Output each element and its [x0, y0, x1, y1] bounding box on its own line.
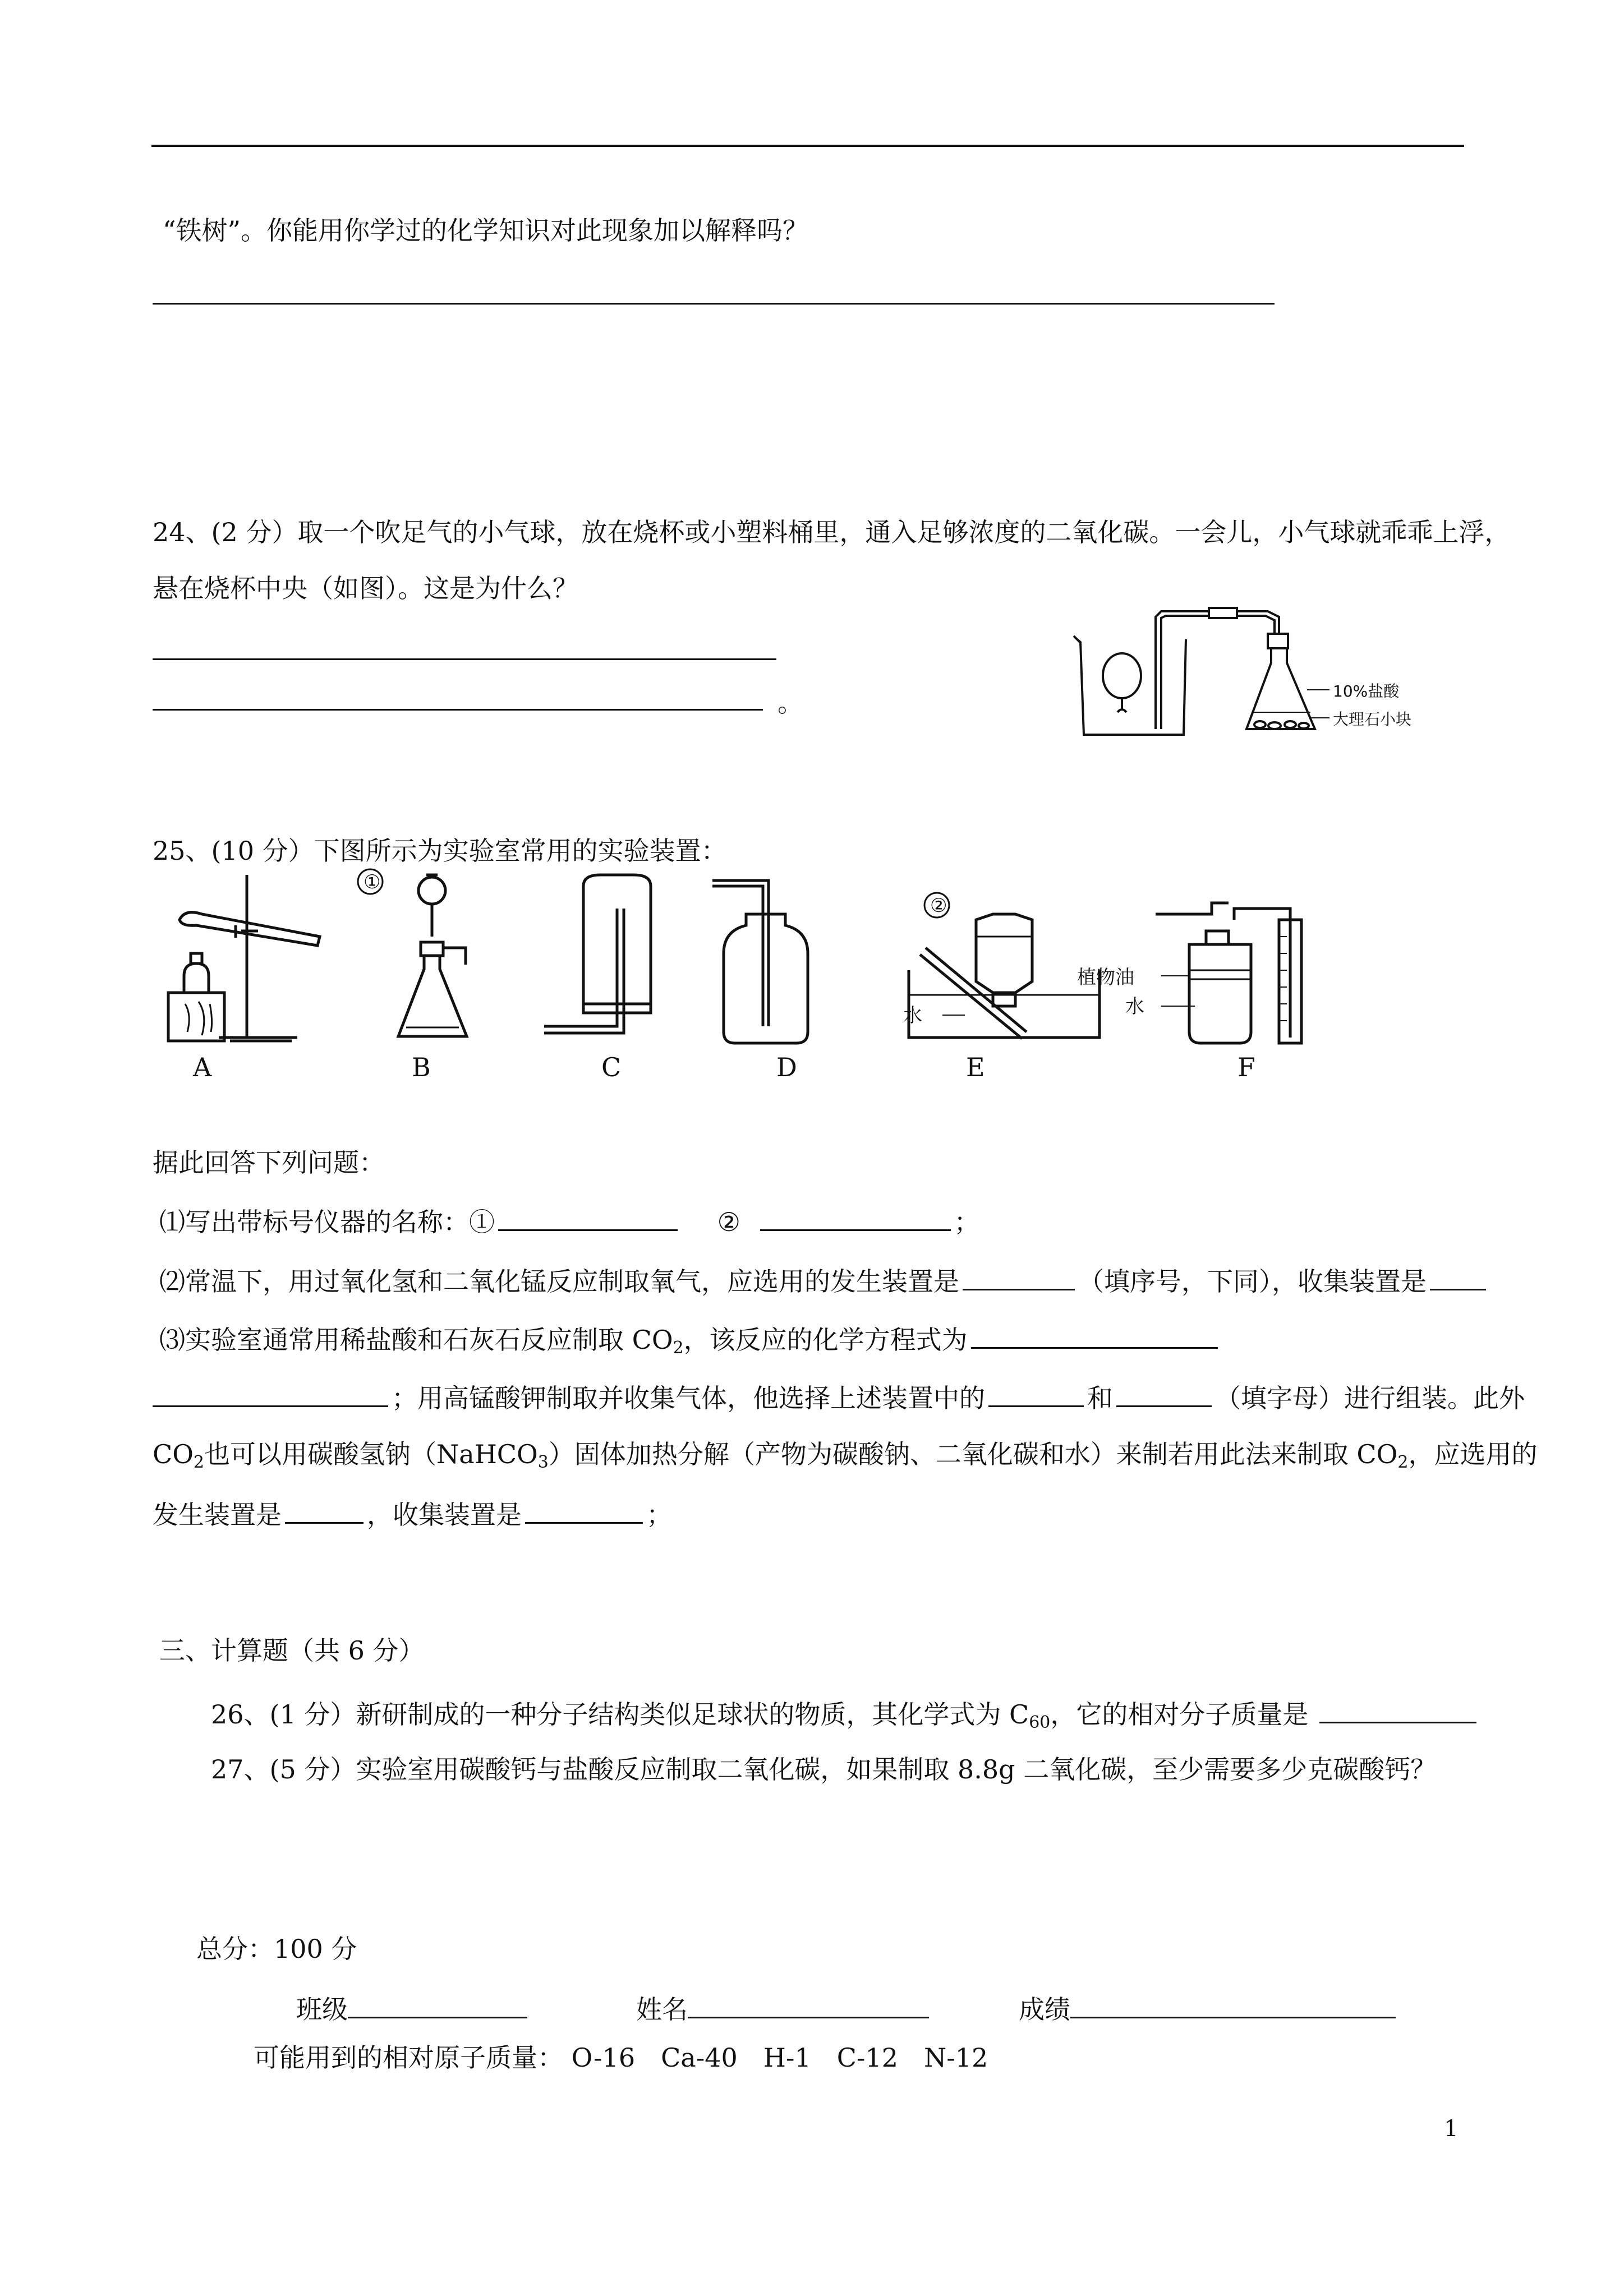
q24-answer-line-2[interactable]	[153, 709, 763, 711]
total-score: 总分：100 分	[196, 1934, 357, 1964]
q24-figure	[1066, 600, 1470, 740]
line-c-sub-3: 2	[1397, 1453, 1409, 1472]
q26	[211, 1699, 1480, 1732]
score-label: 成绩	[1019, 1994, 1070, 2025]
conical-flask	[1246, 648, 1315, 729]
page-number: 1	[1444, 2116, 1459, 2142]
flask-stopper	[1268, 634, 1288, 648]
q25-apparatus-figure	[151, 864, 1329, 1054]
sub1-blank-1[interactable]	[498, 1207, 678, 1231]
line-d-blank-1[interactable]	[285, 1500, 364, 1524]
q25-line-c	[153, 1439, 1538, 1472]
score-field	[1019, 1994, 1399, 2025]
label-b: B	[412, 1052, 431, 1082]
apparatus-a-test-tube	[180, 912, 320, 946]
sub2-blank-2[interactable]	[1430, 1266, 1486, 1290]
label-water-f: 水	[1125, 995, 1144, 1018]
label-d: D	[776, 1052, 797, 1082]
line-d-blank-2[interactable]	[525, 1500, 643, 1524]
q24-line2: 悬在烧杯中央（如图）。这是为什么？	[153, 573, 578, 603]
line-b-2: 和	[1087, 1383, 1113, 1413]
q25-sub1	[159, 1207, 980, 1235]
apparatus-b-stopper	[421, 942, 443, 956]
class-input[interactable]	[348, 1994, 527, 2018]
delivery-tube	[1156, 611, 1279, 729]
q26-text-a: 26、(1 分）新研制成的一种分子结构类似足球状的物质，其化学式为 C	[211, 1699, 1029, 1730]
apparatus-f-outlet	[1234, 909, 1290, 1038]
label-marble: 大理石小块	[1333, 710, 1412, 729]
line-d-3: ；	[646, 1500, 672, 1530]
line-c-4: ，应选用的	[1408, 1439, 1538, 1469]
line-b-1: ；用高锰酸钾制取并收集气体，他选择上述装置中的	[392, 1383, 985, 1413]
q25-prompt: 据此回答下列问题：	[153, 1147, 385, 1178]
apparatus-d-tube	[712, 880, 769, 1026]
q25-sub2	[159, 1266, 1489, 1297]
q27: 27、(5 分）实验室用碳酸钙与盐酸反应制取二氧化碳，如果制取 8.8g 二氧化碳，至少需要多少克碳酸钙？	[211, 1754, 1437, 1785]
apparatus-b-flask	[398, 956, 467, 1036]
q25-line-b	[153, 1383, 1525, 1411]
q26-blank[interactable]	[1319, 1699, 1476, 1723]
line-c-2: 也可以用碳酸氢钠（NaHCO	[204, 1439, 538, 1469]
name-input[interactable]	[688, 1994, 929, 2018]
q23-answer-line[interactable]	[153, 303, 1275, 305]
label-water-e: 水	[903, 1004, 922, 1027]
line-c-sub-1: 2	[193, 1453, 205, 1472]
score-input[interactable]	[1070, 1994, 1396, 2018]
header-rule	[151, 145, 1464, 147]
apparatus-b-funnel	[418, 877, 445, 904]
apparatus-e-trough	[909, 970, 1099, 1038]
sub3-text-b: ，该反应的化学方程式为	[683, 1325, 968, 1355]
name-label: 姓名	[636, 1994, 688, 2025]
line-d-1: 发生装置是	[153, 1500, 282, 1530]
apparatus-e-bottle	[976, 914, 1032, 993]
sub3-blank-3[interactable]	[988, 1383, 1084, 1407]
label-f: F	[1237, 1052, 1255, 1082]
label-acid: 10%盐酸	[1333, 682, 1400, 700]
sub1-end: ；	[954, 1207, 980, 1237]
class-label: 班级	[296, 1994, 348, 2025]
sub1-mid: ②	[717, 1207, 740, 1237]
apparatus-a-block	[168, 993, 224, 1041]
q25-intro: 25、(10 分）下图所示为实验室常用的实验装置：	[153, 836, 727, 866]
q24-end-mark: 。	[778, 688, 803, 718]
q24-answer-line-1[interactable]	[153, 658, 776, 660]
sub1-blank-2[interactable]	[760, 1207, 951, 1231]
sub2-blank-1[interactable]	[963, 1266, 1075, 1290]
line-d-2: ，收集装置是	[367, 1500, 522, 1530]
balloon	[1103, 653, 1141, 698]
line-c-3: ）固体加热分解（产物为碳酸钠、二氧化碳和水）来制若用此法来制取 CO	[548, 1439, 1398, 1469]
sub3-text-a: ⑶实验室通常用稀盐酸和石灰石反应制取 CO	[159, 1325, 673, 1355]
class-field	[296, 1994, 531, 2025]
line-c-1: CO	[153, 1439, 194, 1469]
label-a: A	[193, 1052, 212, 1082]
sub3-blank-4[interactable]	[1116, 1383, 1212, 1407]
apparatus-a-lamp	[184, 963, 209, 993]
q23-tail-text: “铁树”。你能用你学过的化学知识对此现象加以解释吗？	[163, 215, 809, 246]
name-field	[636, 1994, 932, 2025]
sub3-blank-2[interactable]	[153, 1383, 388, 1407]
apparatus-f-stopper	[1206, 931, 1229, 944]
label-e: E	[966, 1052, 985, 1082]
q24-line1: 24、(2 分）取一个吹足气的小气球，放在烧杯或小塑料桶里，通入足够浓度的二氧化碳。一会儿，小气球就乖乖上浮，	[153, 517, 1511, 547]
beaker-outline	[1077, 639, 1186, 735]
marker-1: ①	[364, 871, 381, 893]
sub2-text: ⑵常温下，用过氧化氢和二氧化锰反应制取氧气，应选用的发生装置是	[159, 1266, 959, 1297]
apparatus-d-jar	[724, 914, 808, 1043]
label-c: C	[601, 1052, 622, 1082]
line-c-sub-2: 3	[537, 1453, 549, 1472]
q25-sub3	[159, 1325, 1221, 1358]
apparatus-a-stand	[219, 875, 297, 1041]
label-oil: 植物油	[1077, 966, 1134, 989]
atomic-masses: 可能用到的相对原子质量： O-16 Ca-40 H-1 C-12 N-12	[254, 2043, 988, 2073]
sub1-text: ⑴写出带标号仪器的名称：①	[159, 1207, 495, 1237]
apparatus-f-bottle	[1189, 944, 1251, 1043]
q26-sub: 60	[1029, 1713, 1051, 1732]
marker-2: ②	[930, 895, 947, 917]
sub3-blank-1[interactable]	[971, 1325, 1218, 1349]
section3-title: 三、计算题（共 6 分）	[159, 1635, 425, 1666]
q25-line-d	[153, 1500, 672, 1528]
sub3-sub: 2	[673, 1338, 684, 1358]
q26-text-b: ，它的相对分子质量是	[1050, 1699, 1309, 1730]
line-b-3: （填字母）进行组装。此外	[1215, 1383, 1525, 1413]
sub2-mid: （填序号，下同），收集装置是	[1078, 1266, 1427, 1297]
